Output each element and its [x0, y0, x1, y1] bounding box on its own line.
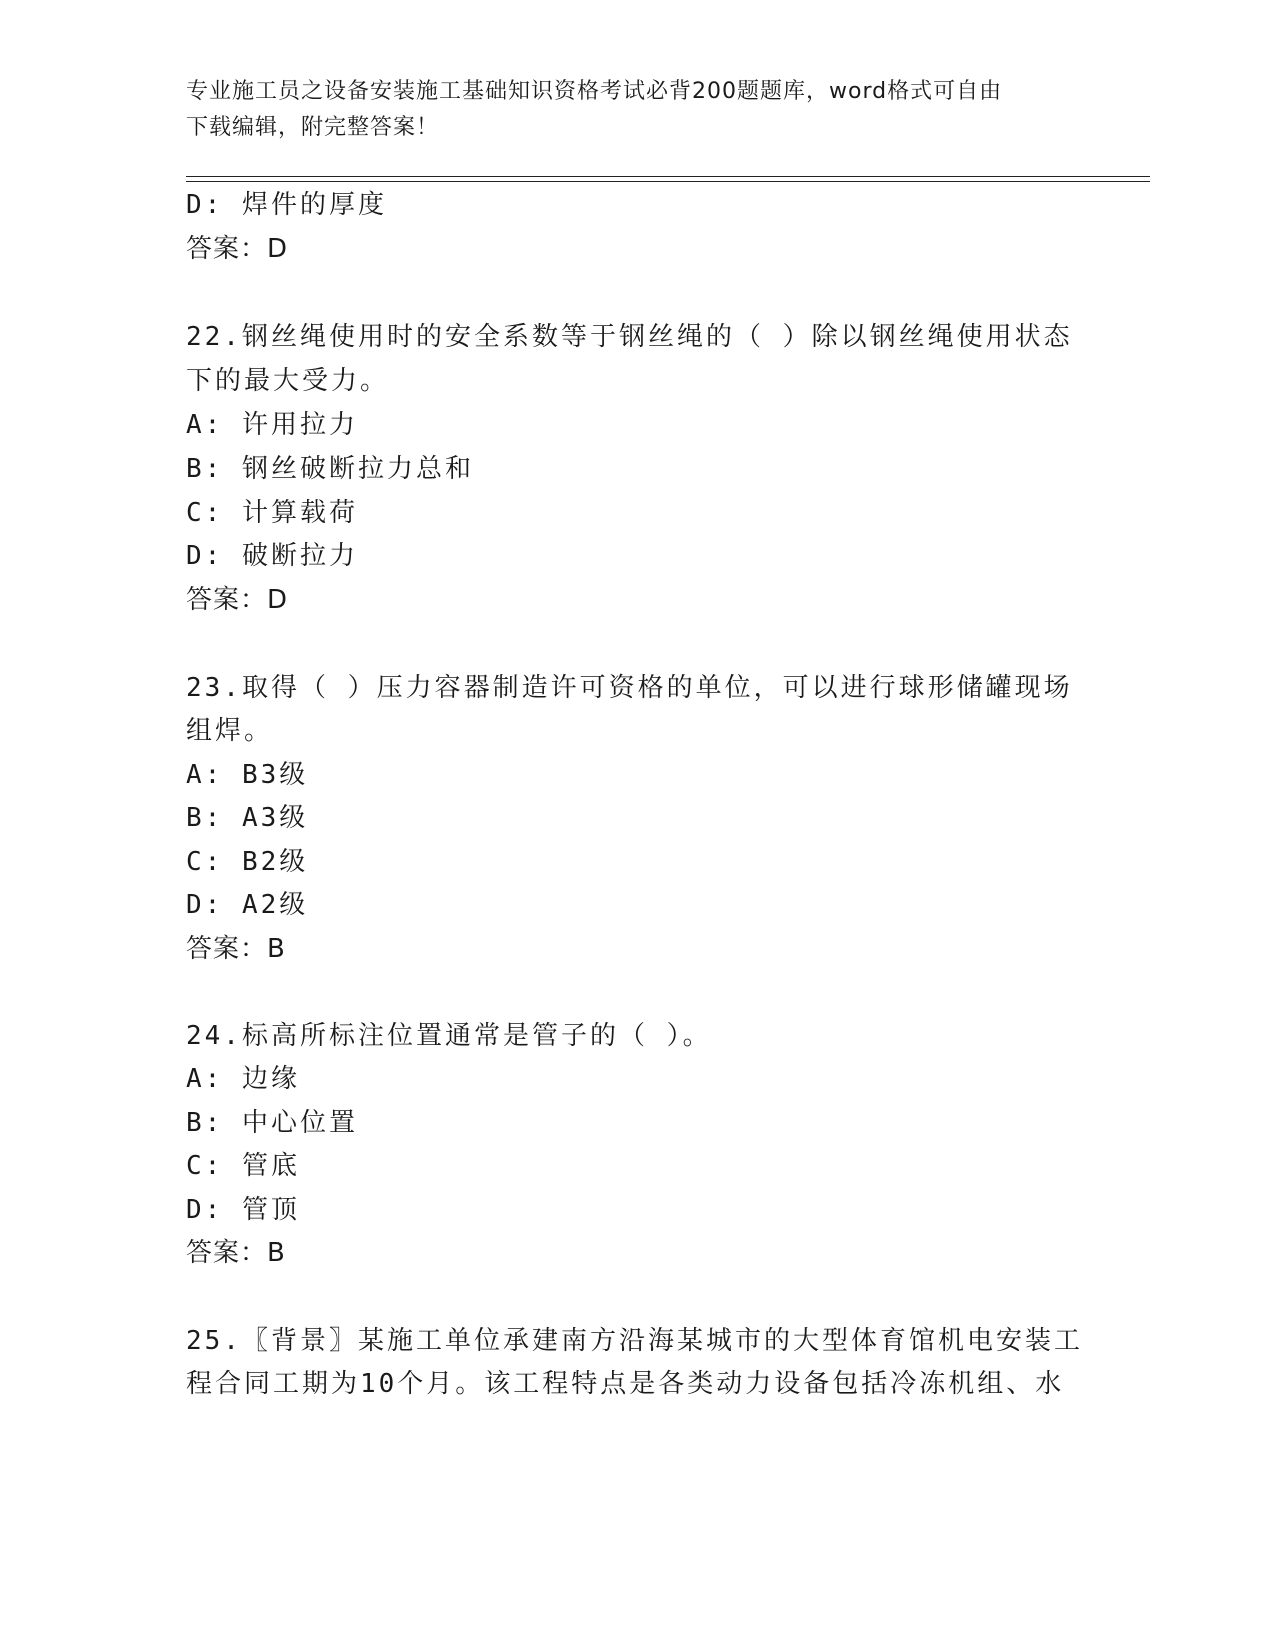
q24-option-b: B: 中心位置	[186, 1108, 358, 1138]
q24-answer: 答案：B	[186, 1238, 286, 1268]
q23-answer: 答案：B	[186, 934, 286, 964]
q24-stem-line-1: 24.标高所标注位置通常是管子的（ ）。	[186, 1021, 712, 1051]
q22-stem-line-1: 22.钢丝绳使用时的安全系数等于钢丝绳的（ ）除以钢丝绳使用状态	[186, 322, 1073, 352]
header-divider-top	[186, 176, 1150, 177]
q24-option-c: C: 管底	[186, 1151, 300, 1181]
q23-option-c: C: B2级	[186, 847, 309, 877]
q24-option-d: D: 管顶	[186, 1195, 300, 1225]
q23-option-d: D: A2级	[186, 890, 309, 920]
q25-stem-line-2: 程合同工期为10个月。该工程特点是各类动力设备包括冷冻机组、水	[186, 1369, 1065, 1399]
q23-stem-line-2: 组焊。	[186, 716, 274, 746]
q22-answer: 答案：D	[186, 585, 289, 615]
document-header	[186, 74, 1066, 146]
q24-option-a: A: 边缘	[186, 1064, 300, 1094]
header-divider-bottom	[186, 181, 1150, 182]
q22-option-d: D: 破断拉力	[186, 541, 358, 571]
prev-answer: 答案：D	[186, 234, 289, 264]
q22-option-b: B: 钢丝破断拉力总和	[186, 454, 474, 484]
q22-option-a: A: 许用拉力	[186, 410, 358, 440]
prev-option-d: D: 焊件的厚度	[186, 190, 387, 220]
q22-stem-line-2: 下的最大受力。	[186, 366, 390, 396]
q22-option-c: C: 计算载荷	[186, 498, 358, 528]
header-title-line-2: 下载编辑，附完整答案！	[186, 115, 440, 140]
q23-option-b: B: A3级	[186, 803, 309, 833]
header-title-line-1: 专业施工员之设备安装施工基础知识资格考试必背200题题库，word格式可自由	[186, 79, 1003, 104]
q23-option-a: A: B3级	[186, 760, 309, 790]
q25-stem-line-1: 25.〖背景〗某施工单位承建南方沿海某城市的大型体育馆机电安装工	[186, 1326, 1083, 1356]
q23-stem-line-1: 23.取得（ ）压力容器制造许可资格的单位，可以进行球形储罐现场	[186, 673, 1073, 703]
